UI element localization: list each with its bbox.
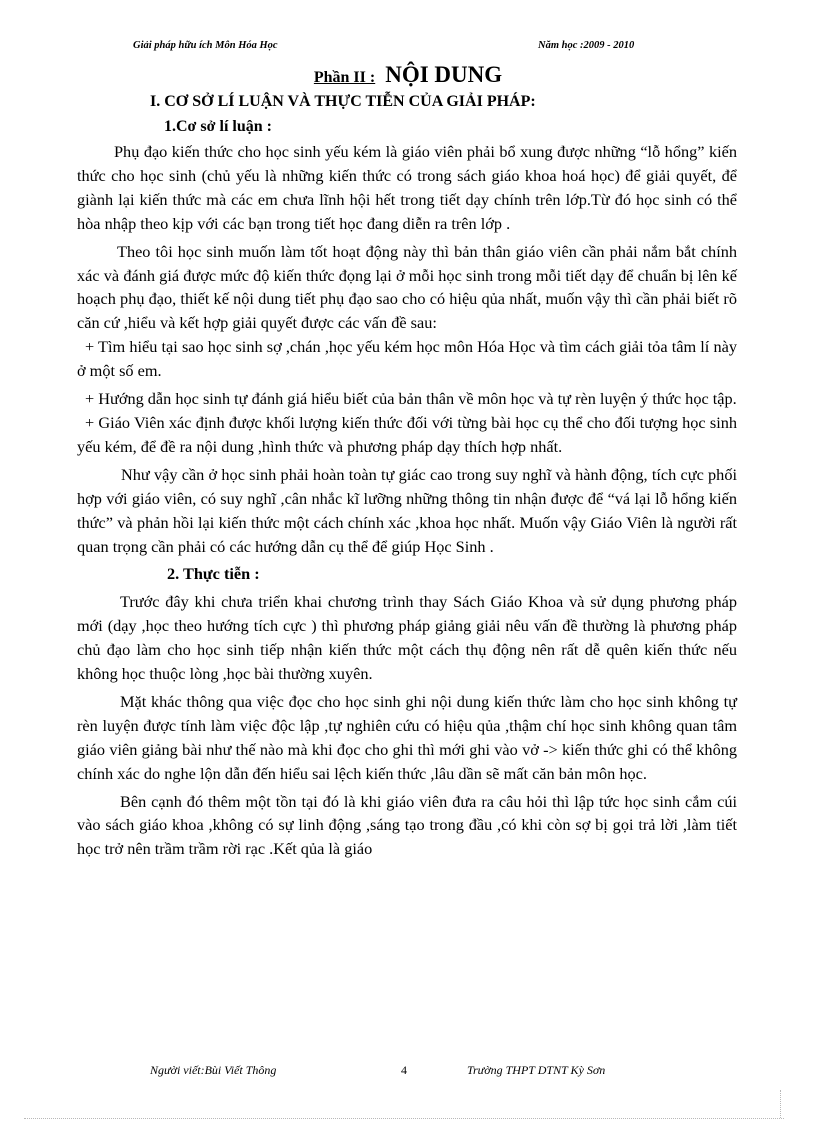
page-footer bbox=[0, 1063, 816, 1079]
subsection-theory: 1.Cơ sở lí luận : bbox=[164, 118, 272, 135]
part-title bbox=[0, 62, 816, 88]
paragraph: Bên cạnh đó thêm một tồn tại đó là khi giáo viên đưa ra câu hỏi thì lập tức học sinh cắm cúi vào sách giáo khoa ,không có sự linh động ,sáng tạo trong đầu ,có khi còn sợ bị gọi trả lời ,làm tiết học trở nên trầm trầm rời rạc .Kết qủa là giáo bbox=[77, 791, 737, 859]
paragraph: Mặt khác thông qua việc đọc cho học sinh ghi nội dung kiến thức làm cho học sinh không tự rèn luyện được tính làm việc độc lập ,tự nghiên cứu có hiệu qủa ,thậm chí học sinh không quan tâm giáo viên giảng bài như thế nào mà khi đọc cho ghi thì mới ghi vào vở -> kiến thức ghi có thể không chính xác do nghe lộn dẫn đến hiểu sai lệch kiến thức ,lâu dần sẽ mất căn bản môn học. bbox=[77, 691, 737, 783]
page-bottom-border bbox=[24, 1118, 784, 1119]
page-header bbox=[0, 40, 816, 56]
part-label: Phần II : bbox=[313, 69, 376, 86]
header-left-text: Giải pháp hữu ích Môn Hóa Học bbox=[133, 40, 278, 51]
list-item: + Hướng dẫn học sinh tự đánh giá hiểu biết của bản thân về môn học và tự rèn luyện ý thức học tập. bbox=[85, 389, 737, 409]
paragraph: Theo tôi học sinh muốn làm tốt hoạt động này thì bản thân giáo viên cần phải nắm bắt chính xác và đánh giá được mức độ kiến thức đọng lại ở mỗi học sinh trong mỗi tiết dạy để chuẩn bị lên kế hoạch phụ đạo, thiết kế nội dung tiết phụ đạo sao cho có hiệu qủa nhất, muốn vậy thì cần phải biết rõ căn cứ ,hiểu và kết hợp giải quyết được các vấn đề sau: bbox=[77, 241, 737, 333]
paragraph: Như vậy cần ở học sinh phải hoàn toàn tự giác cao trong suy nghĩ và hành động, tích cực phối hợp với giáo viên, có suy nghĩ ,cân nhắc kĩ lưỡng những thông tin nhận được để “vá lại lỗ hổng kiến thức” và phản hồi lại kiến thức một cách chính xác ,khoa học nhất. Muốn vậy Giáo Viên là người rất quan trọng cần phải có các hướng dẫn cụ thể để giúp Học Sinh . bbox=[77, 464, 737, 556]
footer-author: Người viết:Bùi Viết Thông bbox=[150, 1063, 277, 1077]
header-right-text: Năm học :2009 - 2010 bbox=[538, 40, 635, 51]
page-number: 4 bbox=[401, 1063, 407, 1077]
footer-school: Trường THPT DTNT Kỳ Sơn bbox=[467, 1063, 606, 1077]
section-title: I. CƠ SỞ LÍ LUẬN VÀ THỰC TIỄN CỦA GIẢI PHÁP: bbox=[150, 93, 536, 110]
part-heading: NỘI DUNG bbox=[385, 62, 503, 87]
page-corner-mark bbox=[780, 1090, 781, 1118]
list-item: + Giáo Viên xác định được khối lượng kiến thức đối với từng bài học cụ thể cho đối tượng học sinh yếu kém, để đề ra nội dung ,hình thức và phương pháp dạy thích hợp nhất. bbox=[77, 412, 737, 456]
subsection-practice: 2. Thực tiễn : bbox=[167, 564, 260, 584]
list-item: + Tìm hiểu tại sao học sinh sợ ,chán ,học yếu kém học môn Hóa Học và tìm cách giải tỏa tâm lí này ở một số em. bbox=[77, 337, 737, 381]
document-body bbox=[77, 140, 737, 861]
paragraph: Phụ đạo kiến thức cho học sinh yếu kém là giáo viên phải bổ xung được những “lỗ hổng” kiến thức cho học sinh (chủ yếu là những kiến thức có trong sách giáo khoa hoá học) để giải quyết, để giành lại kiến thức mà các em chưa lĩnh hội hết trong tiết dạy chính trên lớp.Từ đó học sinh có thể hòa nhập theo kịp với các bạn trong tiết học đang diễn ra trên lớp . bbox=[77, 142, 737, 233]
paragraph: Trước đây khi chưa triển khai chương trình thay Sách Giáo Khoa và sử dụng phương pháp mới (dạy ,học theo hướng tích cực ) thì phương pháp giảng giải nêu vấn đề thường là phương pháp chủ đạo làm cho học sinh tiếp nhận kiến thức một cách thụ động nên rất dễ quên kiến thức nếu không học thuộc lòng ,học bài thường xuyên. bbox=[77, 592, 737, 684]
